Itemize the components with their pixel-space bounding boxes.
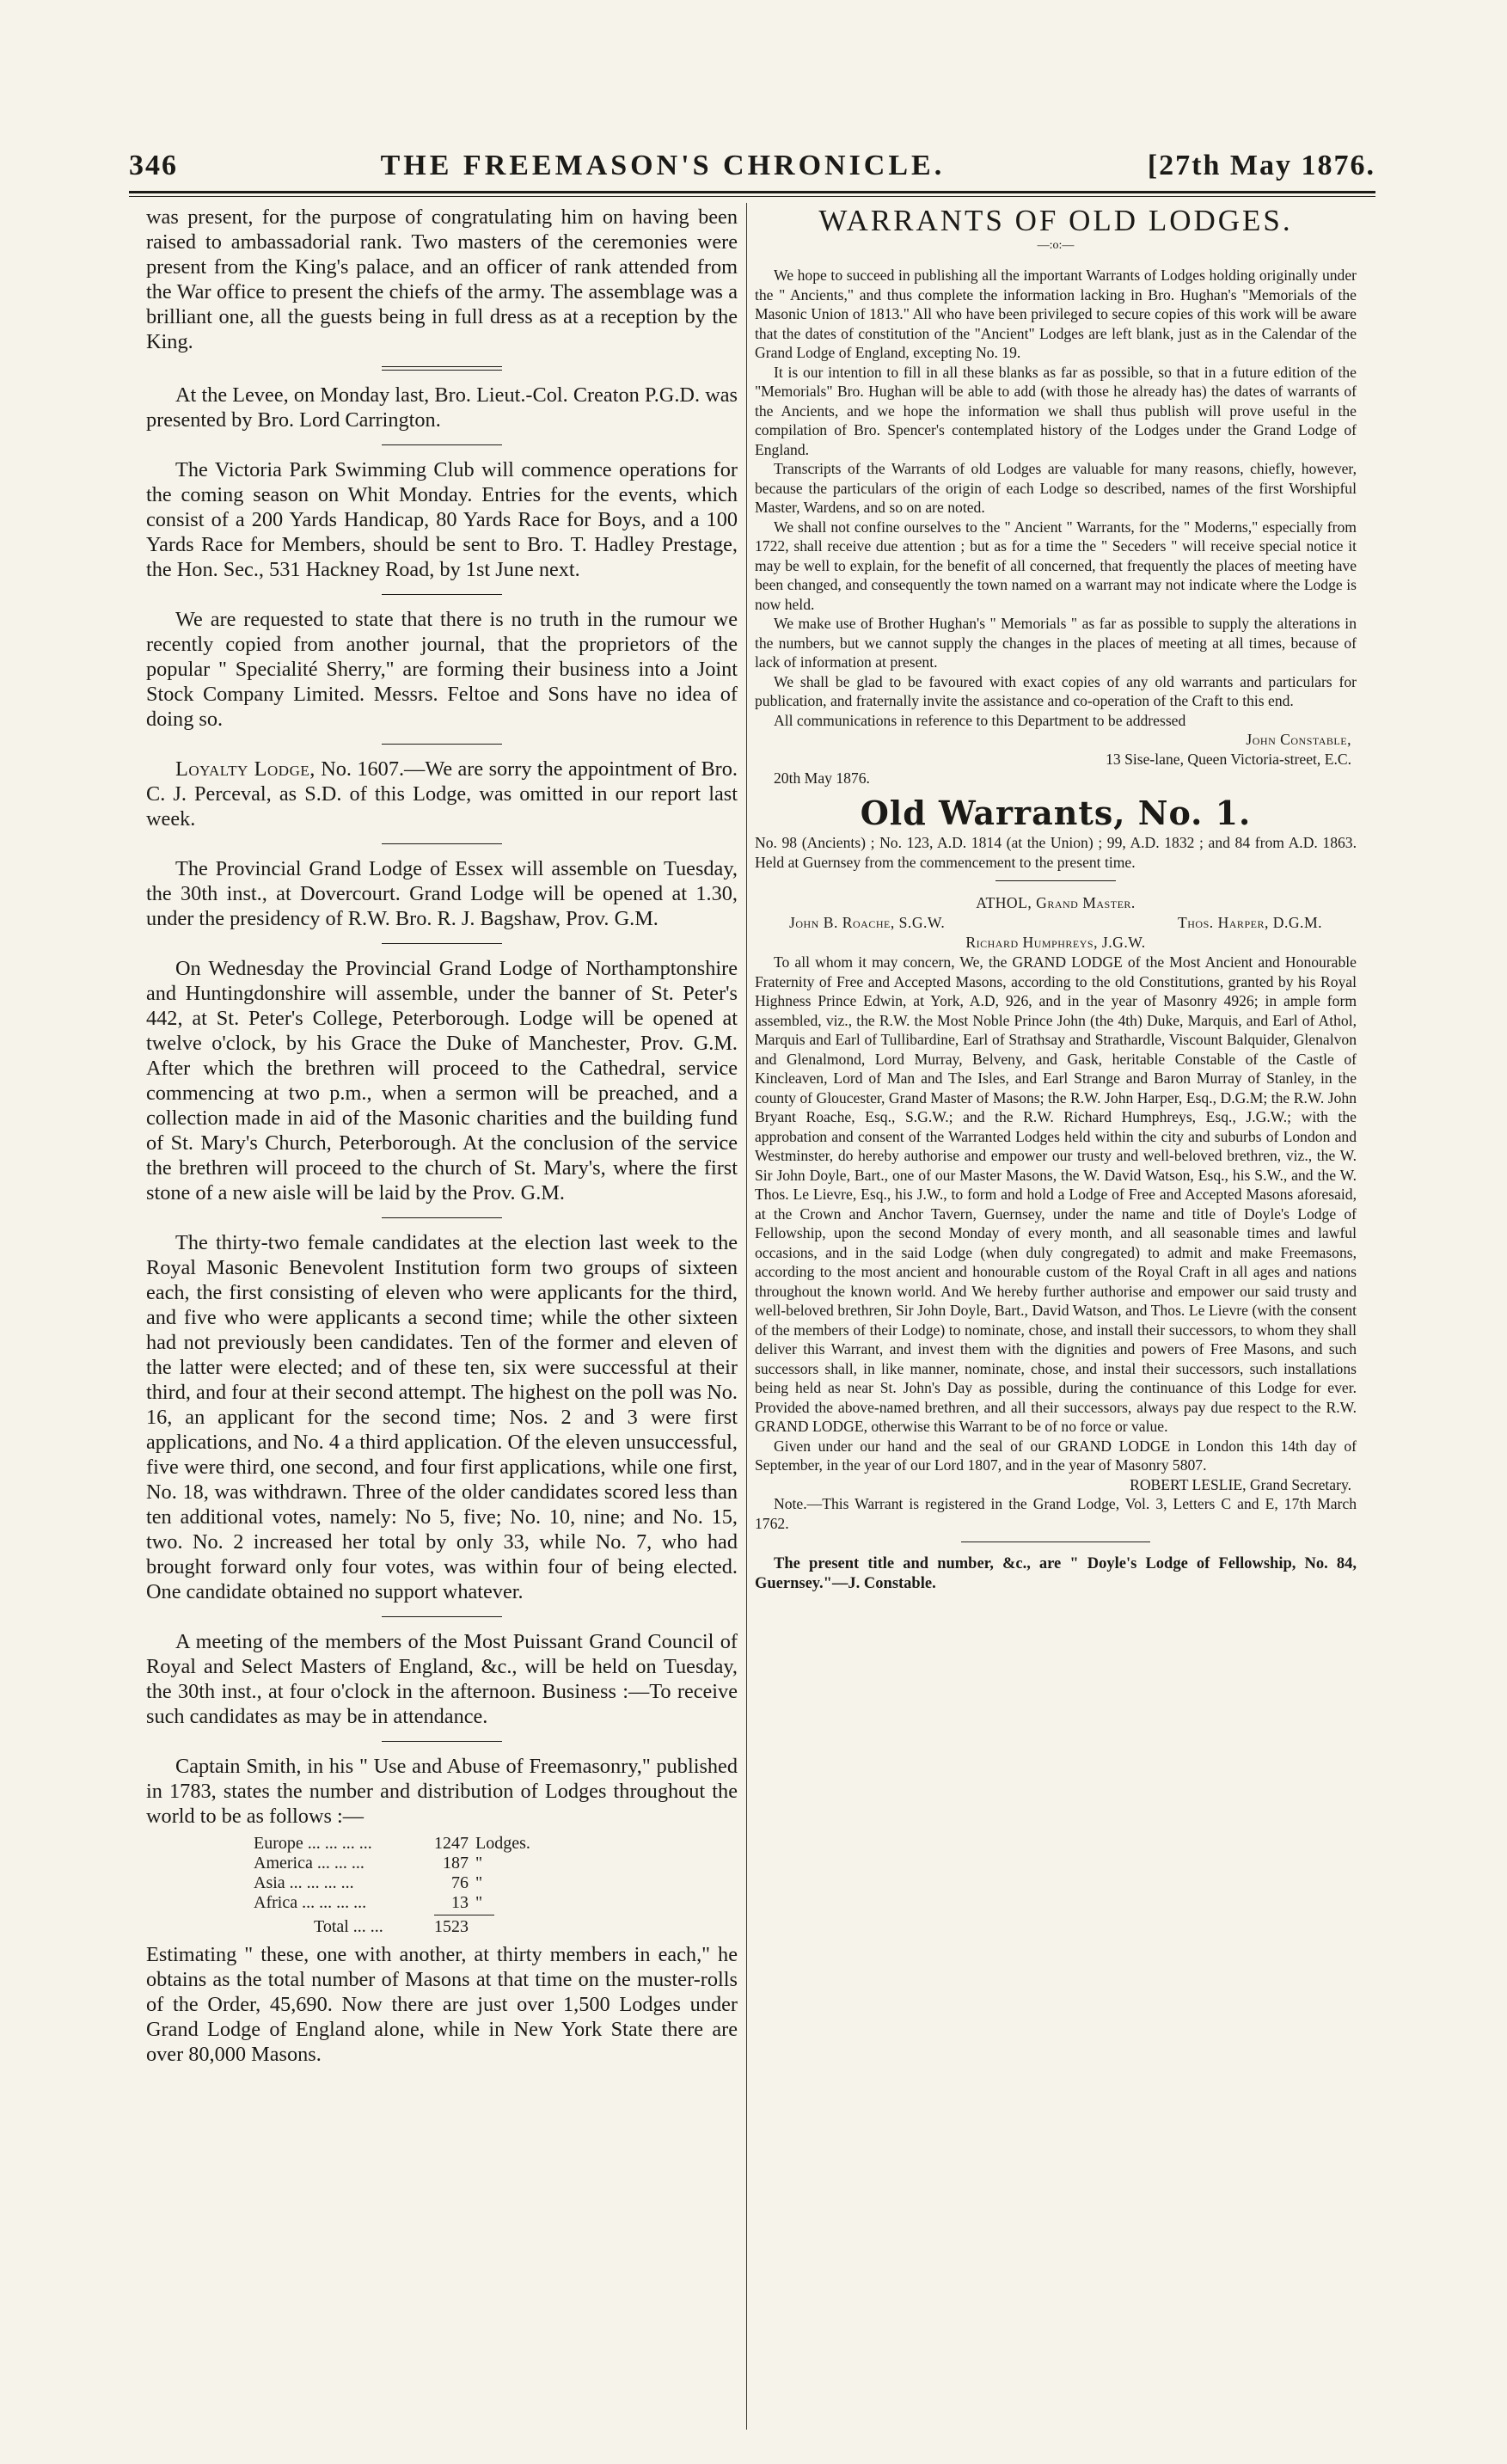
officers-row bbox=[755, 913, 1357, 933]
warrant-given: Given under our hand and the seal of our GRAND LODGE in London this 14th day of September, in the year of our Lord 1807, and in the year of Masonry 5807. bbox=[755, 1437, 1357, 1474]
table-count: 187 bbox=[443, 1854, 469, 1873]
separator bbox=[382, 1741, 502, 1742]
table-region: America ... ... ... bbox=[254, 1854, 364, 1873]
paragraph-northampton: On Wednesday the Provincial Grand Lodge of Northamptonshire and Huntingdonshire will assemble, under the banner of St. Peter's 442, at St. Peter's College, Peterborough. Lodge will be opened at twelve o'clock, by his Grace the Duke of Manchester, Prov. G.M. After which the brethren will proceed to the Cathedral, service commencing at two p.m., when a sermon will be preached, and a collection made in aid of the Masonic charities and the building fund of St. Mary's Church, Peterborough. At the conclusion of the service the brethren will proceed to the church of St. Mary's, where the first stone of a new aisle will be laid by the Prov. G.M. bbox=[146, 957, 738, 1204]
paragraph-levee: At the Levee, on Monday last, Bro. Lieut.-Col. Creaton P.G.D. was presented by Bro. Lord Carrington. bbox=[146, 383, 738, 432]
page-header bbox=[129, 144, 1375, 187]
table-region: Africa ... ... ... ... bbox=[254, 1893, 367, 1912]
table-row bbox=[254, 1854, 546, 1873]
warrants-para-4: We shall not confine ourselves to the " Ancient " Warrants, for the " Moderns," especially from 1722, shall receive due attention ; but as for a time the " Seceders " will receive special notice it may be well to explain, for the benefit of all concerned, that frequently the places of meeting have been changed, and consequently the town named on a warrant may not indicate where the Lodge is now held. bbox=[755, 518, 1357, 613]
warrant-signature: ROBERT LESLIE, Grand Secretary. bbox=[1130, 1475, 1351, 1493]
final-note: The present title and number, &c., are " Doyle's Lodge of Fellowship, No. 84, Guernsey."—J. Constable. bbox=[755, 1555, 1357, 1592]
separator bbox=[382, 943, 502, 944]
table-row bbox=[254, 1834, 546, 1854]
page-number: 346 bbox=[129, 150, 178, 181]
left-column bbox=[146, 205, 738, 2067]
paragraph-election: The thirty-two female candidates at the election last week to the Royal Masonic Benevolent Institution form two groups of sixteen each, the first consisting of eleven who were applicants for the third, and five who were applicants a second time; while the other sixteen had not previously been candidates. Ten of the former and eleven of the latter were elected; and of these ten, six were successful at their third, and four at their second attempt. The highest on the poll was No. 16, an applicant for the second time; Nos. 2 and 3 were first applications, and No. 4 a third application. Of the eleven unsuccessful, five were third, one second, and four first applications, while one first, No. 18, was withdrawn. Three of the older candidates scored less than ten additional votes, namely: No 5, five; No. 10, nine; and No. 15, two. No. 2 increased her total by only 33, while No. 7, who had brought forward only four votes, was within four of being elected. One candidate obtained no support whatever. bbox=[146, 1231, 738, 1603]
table-row bbox=[254, 1873, 546, 1893]
table-total-row bbox=[254, 1917, 546, 1937]
paragraph-essex: The Provincial Grand Lodge of Essex will assemble on Tuesday, the 30th inst., at Dovercourt. Grand Lodge will be opened at 1.30, under the presidency of R.W. Bro. R. J. Bagshaw, Prov. G.M. bbox=[146, 857, 738, 930]
table-unit: " bbox=[475, 1873, 483, 1892]
header-rule bbox=[129, 191, 1375, 193]
signature-name: John Constable, bbox=[1246, 731, 1351, 748]
loyalty-lodge-text: No. 1607.—We are sorry the appointment of Bro. C. J. Perceval, as S.D. of this Lodge, was omitted in our report last week. bbox=[146, 757, 738, 831]
separator bbox=[382, 744, 502, 745]
warrants-para-3: Transcripts of the Warrants of old Lodges are valuable for many reasons, chiefly, however, because the particulars of the origin of each Lodge so described, names of the first Worshipful Master, Wardens, and so on are noted. bbox=[755, 460, 1357, 516]
grand-master: ATHOL, Grand Master. bbox=[976, 894, 1136, 911]
warrant-note: Note.—This Warrant is registered in the Grand Lodge, Vol. 3, Letters C and E, 17th March 1762. bbox=[755, 1495, 1357, 1532]
separator bbox=[382, 843, 502, 844]
warrants-para-6: We shall be glad to be favoured with exact copies of any old warrants and particulars for publication, and fraternally invite the assistance and co-operation of the Craft to this end. bbox=[755, 672, 1357, 709]
publication-title: THE FREEMASON'S CHRONICLE. bbox=[380, 150, 946, 181]
signature-address: 13 Sise-lane, Queen Victoria-street, E.C. bbox=[1106, 750, 1351, 768]
paragraph-captain-smith: Captain Smith, in his " Use and Abuse of Freemasonry," published in 1783, states the number and distribution of Lodges throughout the world to be as follows :— bbox=[146, 1755, 738, 1828]
paragraph-swimming-club: The Victoria Park Swimming Club will commence operations for the coming season on Whit Monday. Entries for the events, which consist of a 200 Yards Handicap, 80 Yards Race for Boys, and a 100 Yards Race for Members, should be sent to Bro. T. Hadley Prestage, the Hon. Sec., 531 Hackney Road, by 1st June next. bbox=[146, 458, 738, 581]
officer-dgm: Thos. Harper, D.G.M. bbox=[1178, 914, 1322, 931]
warrants-para-2: It is our intention to fill in all these blanks as far as possible, so that in a future edition of the "Memorials" Bro. Hughan will be able to add (with those he already has) the dates of warrants of the Ancients, and we hope the information we shall thus publish will prove useful in the compilation of Bro. Spencer's contemplated history of the Lodges under the Grand Lodge of England. bbox=[755, 363, 1357, 458]
separator bbox=[382, 366, 502, 371]
table-unit: " bbox=[475, 1893, 483, 1912]
right-column bbox=[755, 205, 1357, 1594]
separator bbox=[382, 1217, 502, 1218]
paragraph-estimating: Estimating " these, one with another, at thirty members in each," he obtains as the total number of Masons at that time on the muster-rolls of the Order, 45,690. Now there are just over 1,500 Lodges under Grand Lodge of England alone, while in New York State there are over 80,000 Masons. bbox=[146, 1943, 738, 2066]
table-count: 76 bbox=[451, 1873, 469, 1892]
officer-sgw: John B. Roache, S.G.W. bbox=[789, 914, 946, 931]
warrant-body: To all whom it may concern, We, the GRAND LODGE of the Most Ancient and Honourable Fraternity of Free and Accepted Masons, according to the old Constitutions, granted by his Royal Highness Prince Edwin, at York, A.D, 926, and in the year of Masonry 4926; in ample form assembled, viz., the R.W. the Most Noble Prince John (the 4th) Duke, Marquis, and Earl of Athol, Marquis and Earl of Tullibardine, Earl of Strathsay and Strathardle, Viscount Balquider, Glenalvon and Glenalmond, Lord Murray, Belveny, and Gask, heritable Constable of the Castle of Kincleaven, Lord of Man and The Isles, and Earl Strange and Baron Murray of Stanley, in the county of Gloucester, Grand Master of Masons; the R.W. John Harper, Esq., D.G.M; the R.W. John Bryant Roache, Esq., S.G.W.; and the R.W. Richard Humphreys, Esq., J.G.W.; with the approbation and consent of the Warranted Lodges held within the city and suburbs of London and Westminster, do hereby authorise and empower our trusty and well-beloved brethren, viz., the W. Sir John Doyle, Bart., one of our Master Masons, the W. David Watson, Esq., his S.W., and the W. Thos. Le Lievre, Esq., his J.W., to form and hold a Lodge of Free and Accepted Masons aforesaid, at the Crown and Anchor Tavern, Guernsey, under the name and title of Doyle's Lodge of Fellowship, upon the second Monday of every month, and all seasonable times and lawful occasions, and in the said Lodge (when duly congregated) to admit and make Freemasons, according to the most ancient and honourable custom of the Royal Craft in all ages and nations throughout the known world. And We hereby further authorise and empower our said trusty and well-beloved brethren, Sir John Doyle, Bart., David Watson, and Thos. Le Lievre (with the consent of the members of their Lodge) to nominate, chose, and install their successors, to whom they shall deliver this Warrant, and invest them with the dignities and powers of Free Masons, and such successors shall, in like manner, nominate, chose, and instal their successors, such installations being held as near St. John's Day as possible, during the continuance of this Lodge for ever. Provided the above-named brethren, and all their successors, always pay due respect to the R.W. GRAND LODGE, otherwise this Warrant to be of no force or value. bbox=[755, 953, 1357, 1435]
paragraph-ambassador: was present, for the purpose of congratulating him on having been raised to ambassadorial rank. Two masters of the ceremonies were present from the King's palace, and an officer of rank attended from the War office to present the chiefs of the army. The assemblage was a brilliant one, all the guests being in full dress as at a reception by the King. bbox=[146, 205, 738, 353]
officer-jgw: Richard Humphreys, J.G.W. bbox=[965, 934, 1146, 951]
table-row bbox=[254, 1893, 546, 1913]
lodges-table bbox=[254, 1834, 546, 1937]
loyalty-lodge-lead: Loyalty Lodge, bbox=[175, 757, 315, 781]
column-divider bbox=[746, 203, 747, 2430]
issue-date: [27th May 1876. bbox=[1147, 150, 1375, 181]
total-value: 1523 bbox=[434, 1917, 469, 1936]
total-label: Total ... ... bbox=[314, 1917, 383, 1936]
table-count: 13 bbox=[451, 1893, 469, 1912]
warrant-intro: No. 98 (Ancients) ; No. 123, A.D. 1814 (at the Union) ; 99, A.D. 1832 ; and 84 from A.D. 1863. Held at Guernsey from the commencement to the present time. bbox=[755, 834, 1357, 871]
signature-date: 20th May 1876. bbox=[774, 769, 870, 787]
table-unit: " bbox=[475, 1854, 483, 1873]
table-count: 1247 bbox=[434, 1834, 469, 1853]
paragraph-grand-council: A meeting of the members of the Most Puissant Grand Council of Royal and Select Masters of England, &c., will be held on Tuesday, the 30th inst., at four o'clock in the afternoon. Business :—To receive such candidates as may be in attendance. bbox=[146, 1630, 738, 1728]
ornament: —:o:— bbox=[1037, 238, 1075, 252]
header-rule-thin bbox=[129, 196, 1375, 197]
warrants-heading: WARRANTS OF OLD LODGES. bbox=[818, 204, 1293, 237]
separator bbox=[995, 880, 1116, 881]
warrants-intro: We hope to succeed in publishing all the important Warrants of Lodges holding originally under the " Ancients," and thus complete the information lacking in Bro. Hughan's "Memorials of the Masonic Union of 1813." All who have been privileged to secure copies of this work will be aware that the dates of constitution of the "Ancient" Lodges are left blank, just as in the Calendar of the Grand Lodge of England, excepting No. 19. bbox=[755, 267, 1357, 361]
old-warrants-heading: Old Warrants, No. 1. bbox=[860, 793, 1252, 832]
paragraph-specialite-sherry: We are requested to state that there is no truth in the rumour we recently copied from another journal, that the proprietors of the popular " Specialité Sherry," are forming their business into a Joint Stock Company Limited. Messrs. Feltoe and Sons have no idea of doing so. bbox=[146, 608, 738, 731]
paragraph-loyalty-lodge bbox=[146, 757, 738, 831]
table-region: Europe ... ... ... ... bbox=[254, 1834, 372, 1853]
warrants-para-7: All communications in reference to this Department to be addressed bbox=[774, 711, 1186, 729]
separator bbox=[382, 1616, 502, 1617]
separator bbox=[382, 444, 502, 445]
warrants-para-5: We make use of Brother Hughan's " Memorials " as far as possible to supply the alterations in the numbers, but we cannot supply the changes in the places of meeting at all times, because of lack of information at present. bbox=[755, 615, 1357, 671]
table-unit: Lodges. bbox=[475, 1834, 530, 1853]
table-region: Asia ... ... ... ... bbox=[254, 1873, 354, 1892]
officers-block bbox=[755, 893, 1357, 953]
separator bbox=[382, 594, 502, 595]
